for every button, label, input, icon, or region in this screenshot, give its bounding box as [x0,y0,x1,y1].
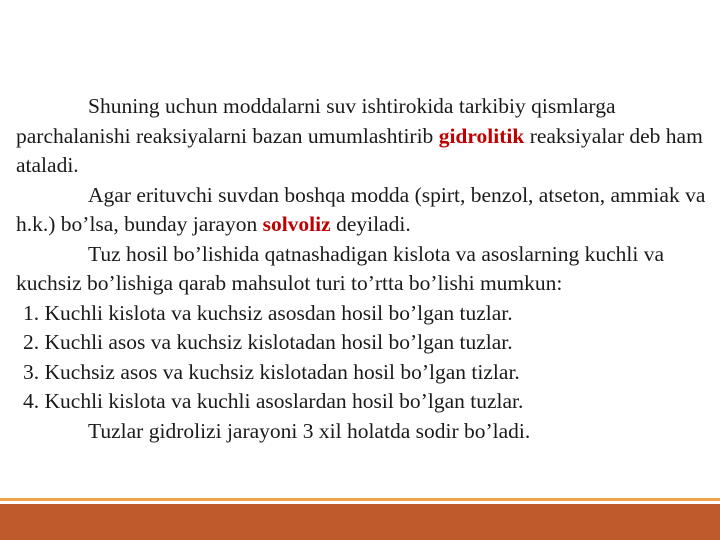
paragraph-solvolysis [16,181,716,240]
list-item [23,299,716,329]
paragraph-text: Shuning uchun moddalarni suv ishtirokida tarkibiy qismlarga parchalanishi reaksiyalarni bazan umumlashtirib [16,94,616,148]
paragraph-text: Agar erituvchi suvdan boshqa modda (spirt, benzol, atseton, ammiak va h.k.) bo’lsa, bunday jarayon [16,182,706,236]
paragraph-salt-types [16,240,716,299]
term-gidrolitik: gidrolitik [438,123,525,148]
list-item-text: Kuchli kislota va kuchli asoslardan hosil bo’lgan tuzlar. [44,389,524,413]
list-item [23,358,716,388]
list-item [23,387,716,417]
term-solvoliz: solvoliz [262,212,331,236]
list-number: 4. [23,389,40,413]
list-item [23,328,716,358]
paragraph-conclusion [16,417,716,447]
list-number: 3. [23,359,40,384]
list-number: 1. [23,300,40,325]
salt-types-list [16,299,716,417]
list-item-text: Kuchli asos va kuchsiz kislotadan hosil bo’lgan tuzlar. [44,330,513,354]
footer-bar [0,504,720,540]
list-number: 2. [23,330,40,354]
slide-body [16,92,716,446]
list-item-text: Kuchsiz asos va kuchsiz kislotadan hosil bo’lgan tizlar. [44,359,520,384]
list-item-text: Kuchli kislota va kuchsiz asosdan hosil bo’lgan tuzlar. [44,300,513,325]
paragraph-text: Tuz hosil bo’lishida qatnashadigan kislota va asoslarning kuchli va kuchsiz bo’lishiga qarab mahsulot turi to’rtta bo’lishi mumkun: [16,241,665,295]
paragraph-hydrolysis [16,92,716,181]
paragraph-text: reaksiyalar deb ham ataladi. [16,123,703,177]
accent-line [0,498,720,501]
paragraph-text: deyiladi. [330,212,411,236]
paragraph-text: Tuzlar gidrolizi jarayoni 3 xil holatda sodir bo’ladi. [88,418,531,443]
